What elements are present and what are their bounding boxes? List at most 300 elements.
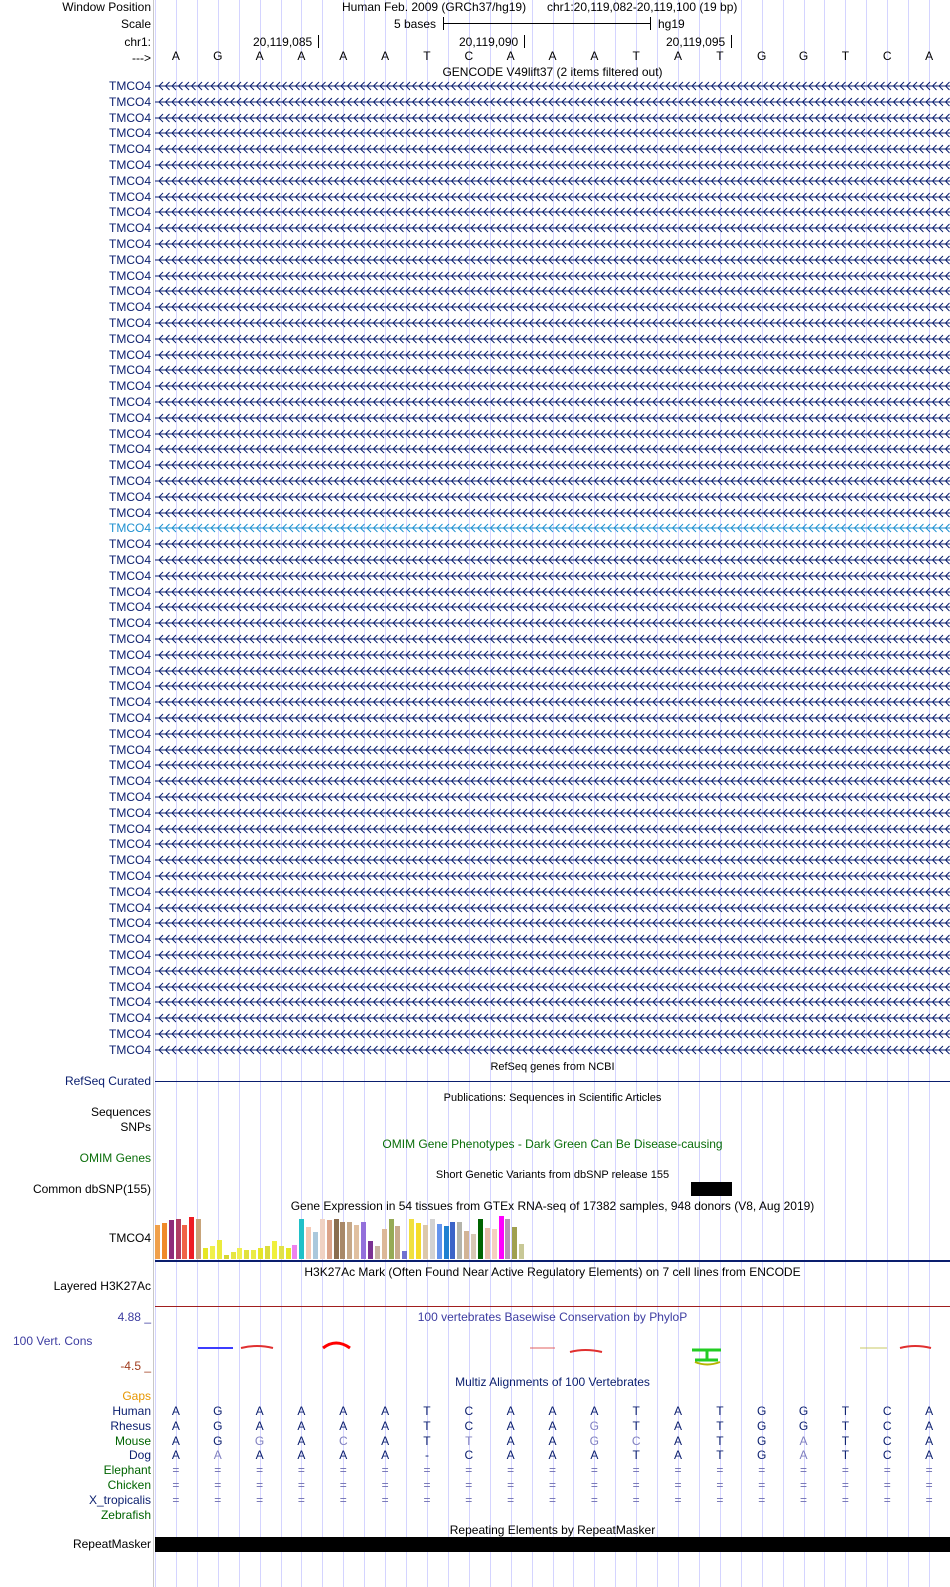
multiz-base: =	[465, 1463, 473, 1478]
gencode-transcript-label[interactable]: TMCO4	[109, 932, 151, 947]
gencode-transcript-strand[interactable]	[155, 696, 950, 708]
gencode-transcript-label[interactable]: TMCO4	[109, 173, 151, 188]
multiz-base: T	[841, 1418, 850, 1433]
gencode-transcript-label[interactable]: TMCO4	[109, 474, 151, 488]
multiz-base: =	[674, 1492, 682, 1507]
pubs-label-sequences[interactable]: Sequences	[90, 1105, 151, 1119]
gencode-transcript-strand[interactable]	[155, 870, 950, 882]
multiz-species-label[interactable]: Zebrafish	[100, 1507, 151, 1522]
multiz-base: =	[716, 1492, 724, 1507]
gtex-track-title[interactable]: Gene Expression in 54 tissues from GTEx RNA-seq of 17382 samples, 948 donors (V8, Aug 2019)	[290, 1199, 815, 1213]
gtex-bar-chart[interactable]	[155, 1216, 555, 1259]
gencode-transcript-strand[interactable]	[155, 728, 950, 740]
reference-base: T	[423, 49, 431, 63]
multiz-base: T	[632, 1404, 640, 1418]
gtex-tissue-bar[interactable]	[299, 1219, 304, 1259]
gencode-transcript-strand[interactable]	[155, 112, 950, 124]
multiz-base: =	[297, 1478, 305, 1492]
multiz-base: =	[339, 1478, 347, 1492]
gencode-transcript-label[interactable]: TMCO4	[109, 726, 151, 741]
reference-base: A	[339, 49, 348, 63]
gtex-tissue-bar[interactable]	[251, 1250, 256, 1259]
multiz-base: A	[674, 1404, 683, 1418]
label-separator	[153, 0, 154, 1587]
gencode-transcript-label[interactable]: TMCO4	[109, 379, 151, 394]
phylop-max-label: 4.88 _	[117, 1310, 151, 1324]
gencode-transcript-strand[interactable]	[155, 917, 950, 929]
repeatmasker-track-label[interactable]: RepeatMasker	[72, 1537, 151, 1551]
gtex-tissue-bar[interactable]	[258, 1248, 263, 1259]
phylop-mark	[570, 1350, 602, 1352]
multiz-species-label[interactable]: X_tropicalis	[88, 1492, 151, 1507]
multiz-base: =	[256, 1463, 264, 1478]
gtex-tissue-bar[interactable]	[182, 1225, 187, 1259]
gtex-tissue-bar[interactable]	[437, 1224, 442, 1259]
multiz-base: C	[882, 1448, 892, 1463]
gencode-transcript-strand[interactable]	[155, 396, 950, 408]
gencode-transcript-label[interactable]: TMCO4	[109, 268, 151, 283]
gencode-transcript-strand[interactable]	[155, 807, 950, 819]
gencode-transcript-label[interactable]: TMCO4	[109, 189, 151, 204]
multiz-base: =	[256, 1492, 264, 1507]
gencode-transcript-label[interactable]: TMCO4	[109, 853, 151, 868]
gencode-transcript-strand[interactable]	[155, 554, 950, 566]
gencode-transcript-label[interactable]: TMCO4	[109, 442, 151, 457]
multiz-base: =	[423, 1492, 431, 1507]
gtex-tissue-bar[interactable]	[464, 1231, 469, 1259]
gencode-transcript-strand[interactable]	[155, 680, 950, 692]
gencode-transcript-strand[interactable]	[155, 333, 950, 345]
gtex-track-label[interactable]: TMCO4	[109, 1231, 151, 1245]
gtex-tissue-bar[interactable]	[162, 1223, 167, 1259]
gtex-tissue-bar[interactable]	[423, 1225, 428, 1259]
gencode-transcript-label[interactable]: TMCO4	[109, 347, 151, 362]
gencode-transcript-label[interactable]: TMCO4	[109, 537, 151, 552]
gtex-tissue-bar[interactable]	[210, 1246, 215, 1259]
multiz-base: =	[590, 1492, 598, 1507]
gencode-transcript-label[interactable]: TMCO4	[109, 363, 151, 378]
multiz-base: =	[925, 1492, 933, 1507]
gencode-transcript-label[interactable]: TMCO4	[109, 679, 151, 694]
gencode-transcript-label[interactable]: TMCO4	[109, 410, 151, 425]
gencode-transcript-strand[interactable]	[155, 712, 950, 724]
gencode-transcript-strand[interactable]	[155, 665, 950, 677]
reference-base: T	[632, 49, 640, 63]
h3k27ac-track-title[interactable]: H3K27Ac Mark (Often Found Near Active Regulatory Elements) on 7 cell lines from ENCODE	[304, 1265, 801, 1279]
h3k27ac-track-label[interactable]: Layered H3K27Ac	[53, 1279, 151, 1293]
gtex-tissue-bar[interactable]	[292, 1245, 297, 1259]
phylop-chart[interactable]	[155, 1330, 950, 1370]
gencode-transcript-strand[interactable]	[155, 270, 950, 282]
gtex-tissue-bar[interactable]	[444, 1226, 449, 1259]
gencode-transcript-strand[interactable]	[155, 143, 950, 155]
gencode-transcript-strand[interactable]	[155, 301, 950, 313]
gencode-transcript-strand[interactable]	[155, 1044, 950, 1056]
gencode-transcript-strand[interactable]	[155, 1012, 950, 1024]
multiz-species-label[interactable]: Elephant	[103, 1463, 151, 1478]
multiz-base: C	[464, 1404, 474, 1418]
gtex-tissue-bar[interactable]	[347, 1222, 352, 1259]
dbsnp-variant[interactable]	[691, 1182, 732, 1196]
gtex-tissue-bar[interactable]	[395, 1226, 400, 1259]
gencode-transcript-strand[interactable]	[155, 791, 950, 803]
phylop-track-title[interactable]: 100 vertebrates Basewise Conservation by PhyloP	[417, 1310, 688, 1324]
gencode-transcript-label[interactable]: TMCO4	[109, 1011, 151, 1026]
gencode-transcript-strand[interactable]	[155, 902, 950, 914]
multiz-base: T	[423, 1433, 431, 1448]
multiz-base: =	[841, 1492, 849, 1507]
gencode-transcript-strand[interactable]	[155, 443, 950, 455]
multiz-base: A	[674, 1433, 683, 1448]
gencode-transcript-strand[interactable]	[155, 759, 950, 771]
reference-base: G	[798, 49, 809, 63]
multiz-base: G	[589, 1433, 599, 1448]
repeatmasker-track-title[interactable]: Repeating Elements by RepeatMasker	[449, 1523, 656, 1537]
gencode-transcript-label[interactable]: TMCO4	[109, 142, 151, 157]
gtex-tissue-bar[interactable]	[155, 1225, 160, 1259]
gencode-transcript-label[interactable]: TMCO4	[109, 647, 151, 662]
gtex-tissue-bar[interactable]	[320, 1219, 325, 1259]
gencode-transcript-label[interactable]: TMCO4	[109, 979, 151, 994]
multiz-base: =	[423, 1463, 431, 1478]
gencode-transcript-strand[interactable]	[155, 254, 950, 266]
gencode-transcript-strand[interactable]	[155, 317, 950, 329]
gtex-tissue-bar[interactable]	[169, 1220, 174, 1259]
gencode-transcript-label[interactable]: TMCO4	[109, 774, 151, 789]
gtex-tissue-bar[interactable]	[313, 1232, 318, 1259]
gtex-tissue-bar[interactable]	[402, 1251, 407, 1259]
gtex-tissue-bar[interactable]	[231, 1252, 236, 1259]
refseq-track-title[interactable]: RefSeq genes from NCBI	[490, 1061, 615, 1073]
scale-db: hg19	[658, 17, 685, 31]
multiz-base: T	[841, 1433, 850, 1448]
multiz-base: =	[716, 1463, 724, 1478]
gencode-transcript-strand[interactable]	[155, 428, 950, 440]
gtex-tissue-bar[interactable]	[354, 1225, 359, 1259]
gencode-transcript-strand[interactable]	[155, 491, 950, 503]
reference-base: A	[297, 49, 306, 63]
gencode-transcript-label[interactable]: TMCO4	[109, 695, 151, 710]
gencode-transcript-label[interactable]: TMCO4	[109, 331, 151, 346]
gencode-transcript-strand[interactable]	[155, 96, 950, 108]
gencode-transcript-strand[interactable]	[155, 981, 950, 993]
gtex-tissue-bar[interactable]	[485, 1228, 490, 1259]
gencode-transcript-label[interactable]: TMCO4	[109, 505, 151, 520]
multiz-track-title[interactable]: Multiz Alignments of 100 Vertebrates	[455, 1375, 650, 1389]
gtex-tissue-bar[interactable]	[286, 1248, 291, 1259]
multiz-base: =	[214, 1463, 222, 1478]
gtex-tissue-bar[interactable]	[389, 1219, 394, 1259]
gencode-transcript-strand[interactable]	[155, 538, 950, 550]
phylop-mark	[692, 1350, 721, 1360]
gtex-tissue-bar[interactable]	[244, 1250, 249, 1259]
gencode-transcript-strand[interactable]	[155, 823, 950, 835]
gencode-transcript-strand[interactable]	[155, 285, 950, 297]
coord-tick-3	[731, 35, 732, 48]
multiz-base: G	[213, 1404, 223, 1418]
gtex-tissue-bar[interactable]	[189, 1217, 194, 1259]
gencode-transcript-label[interactable]: TMCO4	[109, 916, 151, 931]
gencode-transcript-strand[interactable]	[155, 522, 950, 534]
gencode-transcript-label[interactable]: TMCO4	[109, 1027, 151, 1041]
gtex-tissue-bar[interactable]	[265, 1246, 270, 1259]
gencode-transcript-strand[interactable]	[155, 617, 950, 629]
gencode-transcript-label[interactable]: TMCO4	[109, 126, 151, 141]
gencode-transcript-strand[interactable]	[155, 380, 950, 392]
gtex-tissue-bar[interactable]	[450, 1222, 455, 1259]
strand-label: --->	[132, 51, 151, 65]
gencode-transcript-label[interactable]: TMCO4	[109, 711, 151, 725]
repeatmasker-element[interactable]	[155, 1537, 950, 1552]
multiz-base: =	[925, 1463, 933, 1478]
gencode-transcript-strand[interactable]	[155, 507, 950, 519]
pubs-label-snps[interactable]: SNPs	[120, 1120, 151, 1134]
phylop-min-label: -4.5 _	[120, 1359, 151, 1373]
gtex-tissue-bar[interactable]	[237, 1248, 242, 1259]
multiz-base: T	[632, 1418, 640, 1433]
gencode-transcript-label[interactable]: TMCO4	[109, 521, 151, 536]
multiz-base: G	[798, 1418, 809, 1433]
gencode-transcript-strand[interactable]	[155, 475, 950, 487]
gencode-transcript-label[interactable]: TMCO4	[109, 663, 151, 678]
gencode-transcript-strand[interactable]	[155, 238, 950, 250]
gencode-transcript-label[interactable]: TMCO4	[109, 568, 151, 583]
multiz-species-label[interactable]: Chicken	[107, 1478, 151, 1492]
gencode-transcript-strand[interactable]	[155, 633, 950, 645]
multiz-base: =	[883, 1478, 891, 1492]
gencode-transcript-label[interactable]: TMCO4	[109, 632, 151, 646]
multiz-base: =	[841, 1463, 849, 1478]
gencode-transcript-strand[interactable]	[155, 601, 950, 613]
gencode-transcript-label[interactable]: TMCO4	[109, 995, 151, 1010]
gencode-transcript-strand[interactable]	[155, 744, 950, 756]
gencode-transcript-strand[interactable]	[155, 775, 950, 787]
multiz-base: =	[674, 1463, 682, 1478]
gencode-transcript-strand[interactable]	[155, 570, 950, 582]
gencode-transcript-label[interactable]: TMCO4	[109, 963, 151, 978]
gencode-transcript-label[interactable]: TMCO4	[109, 94, 151, 109]
gencode-track-title[interactable]: GENCODE V49lift37 (2 items filtered out)	[442, 65, 663, 79]
multiz-base: =	[297, 1463, 305, 1478]
gencode-transcript-strand[interactable]	[155, 206, 950, 218]
multiz-species-label[interactable]: Rhesus	[110, 1418, 151, 1433]
gencode-transcript-strand[interactable]	[155, 349, 950, 361]
gencode-transcript-label[interactable]: TMCO4	[109, 316, 151, 330]
gtex-tissue-bar[interactable]	[203, 1248, 208, 1259]
multiz-base: A	[339, 1448, 348, 1463]
reference-base: G	[757, 49, 767, 63]
gencode-transcript-label[interactable]: TMCO4	[109, 395, 151, 409]
multiz-base: A	[925, 1433, 934, 1448]
gencode-transcript-strand[interactable]	[155, 965, 950, 977]
omim-track-title[interactable]: OMIM Gene Phenotypes - Dark Green Can Be Disease-causing	[382, 1137, 723, 1151]
gencode-transcript-label[interactable]: TMCO4	[109, 805, 151, 820]
multiz-base: =	[800, 1463, 808, 1478]
gaps-label[interactable]: Gaps	[122, 1389, 151, 1403]
multiz-base: A	[381, 1448, 390, 1463]
gencode-transcript-label[interactable]: TMCO4	[109, 948, 151, 962]
dbsnp-track-label[interactable]: Common dbSNP(155)	[32, 1182, 151, 1196]
multiz-base: =	[172, 1478, 180, 1492]
gtex-tissue-bar[interactable]	[457, 1222, 462, 1259]
gtex-tissue-bar[interactable]	[368, 1241, 373, 1259]
gtex-tissue-bar[interactable]	[519, 1244, 524, 1259]
gencode-transcript-strand[interactable]	[155, 222, 950, 234]
multiz-base: A	[506, 1448, 515, 1463]
multiz-base: G	[798, 1404, 809, 1418]
multiz-base: =	[883, 1492, 891, 1507]
gencode-transcript-label[interactable]: TMCO4	[109, 553, 151, 567]
pubs-track-title[interactable]: Publications: Sequences in Scientific Articles	[443, 1092, 662, 1104]
gencode-transcript-label[interactable]: TMCO4	[109, 869, 151, 883]
gencode-transcript-label[interactable]: TMCO4	[109, 458, 151, 473]
omim-track-label[interactable]: OMIM Genes	[79, 1151, 151, 1165]
multiz-base: =	[214, 1492, 222, 1507]
phylop-track-label[interactable]: 100 Vert. Cons	[13, 1334, 93, 1348]
gencode-transcript-strand[interactable]	[155, 191, 950, 203]
reference-base: A	[171, 49, 180, 63]
gencode-transcript-label[interactable]: TMCO4	[109, 600, 151, 615]
multiz-base: A	[171, 1404, 180, 1418]
multiz-species-label[interactable]: Mouse	[114, 1433, 151, 1448]
gtex-tissue-bar[interactable]	[334, 1219, 339, 1259]
gtex-tissue-bar[interactable]	[375, 1246, 380, 1259]
gencode-transcript-label[interactable]: TMCO4	[109, 790, 151, 804]
multiz-base: T	[632, 1448, 640, 1463]
multiz-species-label[interactable]: Human	[112, 1404, 151, 1418]
gencode-transcript-strand[interactable]	[155, 996, 950, 1008]
multiz-base: =	[172, 1463, 180, 1478]
gencode-transcript-label[interactable]: TMCO4	[109, 110, 151, 125]
gencode-transcript-label[interactable]: TMCO4	[109, 221, 151, 236]
multiz-species-label[interactable]: Dog	[128, 1448, 151, 1463]
gencode-transcript-label[interactable]: TMCO4	[109, 821, 151, 836]
gencode-transcript-label[interactable]: TMCO4	[109, 1042, 151, 1057]
gtex-tissue-bar[interactable]	[478, 1219, 483, 1259]
refseq-track-label[interactable]: RefSeq Curated	[64, 1074, 151, 1088]
gencode-transcript-strand[interactable]	[155, 80, 950, 92]
gencode-transcript-label[interactable]: TMCO4	[109, 252, 151, 267]
gtex-tissue-bar[interactable]	[279, 1246, 284, 1259]
gencode-transcript-label[interactable]: TMCO4	[109, 205, 151, 220]
gtex-tissue-bar[interactable]	[272, 1241, 277, 1259]
gencode-transcript-strand[interactable]	[155, 412, 950, 424]
multiz-base: A	[381, 1418, 390, 1433]
gencode-transcript-label[interactable]: TMCO4	[109, 426, 151, 441]
multiz-base: =	[925, 1478, 933, 1492]
gtex-tissue-bar[interactable]	[361, 1222, 366, 1259]
gtex-tissue-bar[interactable]	[176, 1219, 181, 1259]
gtex-tissue-bar[interactable]	[499, 1216, 504, 1259]
gencode-transcript-label[interactable]: TMCO4	[109, 616, 151, 631]
gtex-tissue-bar[interactable]	[382, 1229, 387, 1259]
gtex-tissue-bar[interactable]	[512, 1227, 517, 1259]
gtex-tissue-bar[interactable]	[492, 1229, 497, 1259]
dbsnp-track-title[interactable]: Short Genetic Variants from dbSNP release 155	[435, 1169, 670, 1181]
multiz-base: A	[381, 1433, 390, 1448]
gencode-transcript-label[interactable]: TMCO4	[109, 742, 151, 757]
multiz-base: A	[297, 1448, 306, 1463]
coord-label-2: 20,119,090	[459, 35, 519, 49]
multiz-base: =	[339, 1463, 347, 1478]
gtex-tissue-bar[interactable]	[471, 1234, 476, 1259]
multiz-base: G	[757, 1433, 767, 1448]
gencode-transcript-label[interactable]: TMCO4	[109, 900, 151, 915]
gtex-tissue-bar[interactable]	[224, 1255, 229, 1259]
gtex-tissue-bar[interactable]	[505, 1219, 510, 1259]
gencode-transcript-strand[interactable]	[155, 175, 950, 187]
gtex-tissue-bar[interactable]	[409, 1219, 414, 1259]
gtex-tissue-bar[interactable]	[306, 1227, 311, 1259]
gtex-tissue-bar[interactable]	[416, 1223, 421, 1259]
multiz-base: A	[171, 1433, 180, 1448]
multiz-base: A	[339, 1404, 348, 1418]
gencode-transcript-strand[interactable]	[155, 364, 950, 376]
multiz-base: =	[548, 1492, 556, 1507]
multiz-base: T	[716, 1448, 724, 1463]
gtex-tissue-bar[interactable]	[430, 1219, 435, 1259]
gtex-tissue-bar[interactable]	[327, 1220, 332, 1259]
multiz-base: A	[297, 1404, 306, 1418]
assembly-title: Human Feb. 2009 (GRCh37/hg19)	[342, 0, 527, 14]
gencode-transcript-strand[interactable]	[155, 159, 950, 171]
gtex-tissue-bar[interactable]	[340, 1222, 345, 1259]
gencode-transcript-strand[interactable]	[155, 949, 950, 961]
gencode-transcript-label[interactable]: TMCO4	[109, 158, 151, 172]
multiz-base: A	[297, 1418, 306, 1433]
gencode-transcript-strand[interactable]	[155, 586, 950, 598]
multiz-base: A	[674, 1418, 683, 1433]
scale-bar	[443, 17, 651, 30]
gencode-transcript-label[interactable]: TMCO4	[109, 300, 151, 315]
gencode-transcript-label[interactable]: TMCO4	[109, 584, 151, 599]
multiz-base: G	[213, 1433, 223, 1448]
multiz-base: A	[799, 1433, 808, 1448]
reference-base: A	[255, 49, 264, 63]
gencode-transcript-strand[interactable]	[155, 933, 950, 945]
gencode-transcript-strand[interactable]	[155, 886, 950, 898]
gtex-tissue-bar[interactable]	[196, 1219, 201, 1259]
multiz-base: T	[716, 1418, 724, 1433]
multiz-base: C	[882, 1404, 892, 1418]
refseq-gene-line[interactable]	[155, 1081, 950, 1082]
gencode-transcript-label[interactable]: TMCO4	[109, 284, 151, 299]
gencode-transcript-strand[interactable]	[155, 459, 950, 471]
coord-label-1: 20,119,085	[253, 35, 313, 49]
gencode-transcript-label[interactable]: TMCO4	[109, 489, 151, 504]
gencode-transcript-label[interactable]: TMCO4	[109, 79, 151, 93]
gencode-transcript-label[interactable]: TMCO4	[109, 758, 151, 773]
gencode-transcript-strand[interactable]	[155, 854, 950, 866]
multiz-base: A	[548, 1404, 557, 1418]
reference-base: A	[506, 49, 515, 63]
multiz-base: G	[757, 1404, 767, 1418]
gencode-transcript-label[interactable]: TMCO4	[109, 237, 151, 251]
gencode-transcript-label[interactable]: TMCO4	[109, 837, 151, 852]
multiz-base: A	[925, 1404, 934, 1418]
gencode-transcript-strand[interactable]	[155, 127, 950, 139]
gencode-transcript-strand[interactable]	[155, 838, 950, 850]
gencode-transcript-strand[interactable]	[155, 1028, 950, 1040]
gtex-tissue-bar[interactable]	[217, 1240, 222, 1259]
multiz-base: C	[464, 1448, 474, 1463]
multiz-base: =	[297, 1492, 305, 1507]
gencode-transcript-label[interactable]: TMCO4	[109, 884, 151, 899]
multiz-base: T	[423, 1418, 431, 1433]
multiz-base: =	[507, 1463, 515, 1478]
multiz-base: =	[465, 1492, 473, 1507]
gencode-transcript-strand[interactable]	[155, 649, 950, 661]
